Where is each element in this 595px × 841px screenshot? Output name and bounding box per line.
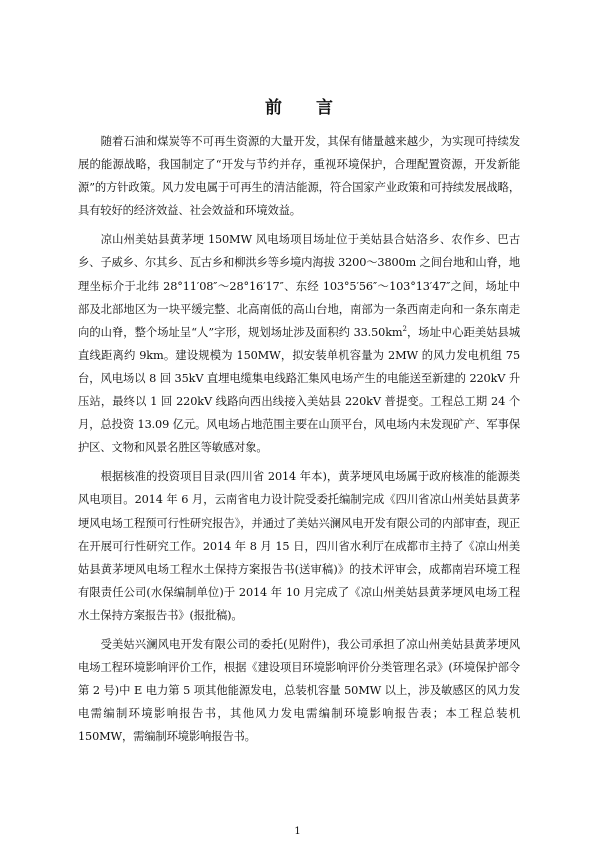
page-title: 前 言 <box>265 98 347 118</box>
paragraph-site-description <box>78 228 520 459</box>
paragraph-eia-commission: 受美姑兴澜风电开发有限公司的委托(见附件)，我公司承担了凉山州美姑县黄茅埂风电场工程环境影响评价工作，根据《建设项目环境影响评价分类管理名录》(环境保护部令第 2 号)中 E 电力第 5 项其他能源发电，总装机容量 50MW 以上，涉及敏感区的风力发电需编制环境影响报告书，其他风力发电需编制环境影响报告表；本工程总装机 150MW，需编制环境影响报告书。 <box>78 637 520 744</box>
page-number: 1 <box>294 826 301 837</box>
area-unit-superscript: 2 <box>402 324 407 333</box>
paragraph-background: 随着石油和煤炭等不可再生资源的大量开发，其保有储量越来越少，为实现可持续发展的能源战略，我国制定了“开发与节约并存，重视环境保护，合理配置资源，开发新能源”的方针政策。风力发电属于可再生的清洁能源，符合国家产业政策和可持续发展战略，具有较好的经济效益、社会效益和环境效益。 <box>78 135 520 218</box>
paragraph-approval-history: 根据核准的投资项目目录(四川省 2014 年本)，黄茅埂风电场属于政府核准的能源类风电项目。2014 年 6 月，云南省电力设计院受委托编制完成《四川省凉山州美姑县黄茅埂风电场工程预可行性研究报告》，并通过了美姑兴澜风电开发有限公司的内部审查，现正在开展可行性研究工作。2014 年 8 月 15 日，四川省水利厅在成都市主持了《凉山州美姑县黄茅埂风电场工程水土保持方案报告书(送审稿)》的技术评审会，成都南岩环境工程有限责任公司(水保编制单位)于 2014 年 10 月完成了《凉山州美姑县黄茅埂风电场工程水土保持方案报告书》(报批稿)。 <box>78 470 520 622</box>
paragraph-site-text-part2: ，场址中心距美姑县城直线距离约 9km。建设规模为 150MW，拟安装单机容量为 2MW 的风力发电机组 75 台，风电场以 8 回 35kV 直埋电缆集电线路汇集风电场产生的电能送至新建的 220kV 升压站，最终以 1 回 220kV 线路向西出线接入美姑县 220kV 普提变。工程总工期 24 个月，总投资 13.09 亿元。风电场占地范围主要在山顶平台，风电场内未发现矿产、军事保护区、文物和风景名胜区等敏感对象。 <box>78 325 520 455</box>
paragraph-site-text-part1: 凉山州美姑县黄茅埂 150MW 风电场项目场址位于美姑县合姑洛乡、农作乡、巴古乡、子威乡、尔其乡、瓦古乡和柳洪乡等乡境内海拔 3200～3800m 之间台地和山脊，地理坐标介于北纬 28°11′08″～28°16′17″、东经 103°5′56″～103°13′47″之间，场址中部及北部地区为一块平缓完整、北高南低的高山台地，南部为一条西南走向和一条东南走向的山脊，整个场址呈“人”字形，规划场址涉及面积约 33.50km <box>78 233 520 339</box>
